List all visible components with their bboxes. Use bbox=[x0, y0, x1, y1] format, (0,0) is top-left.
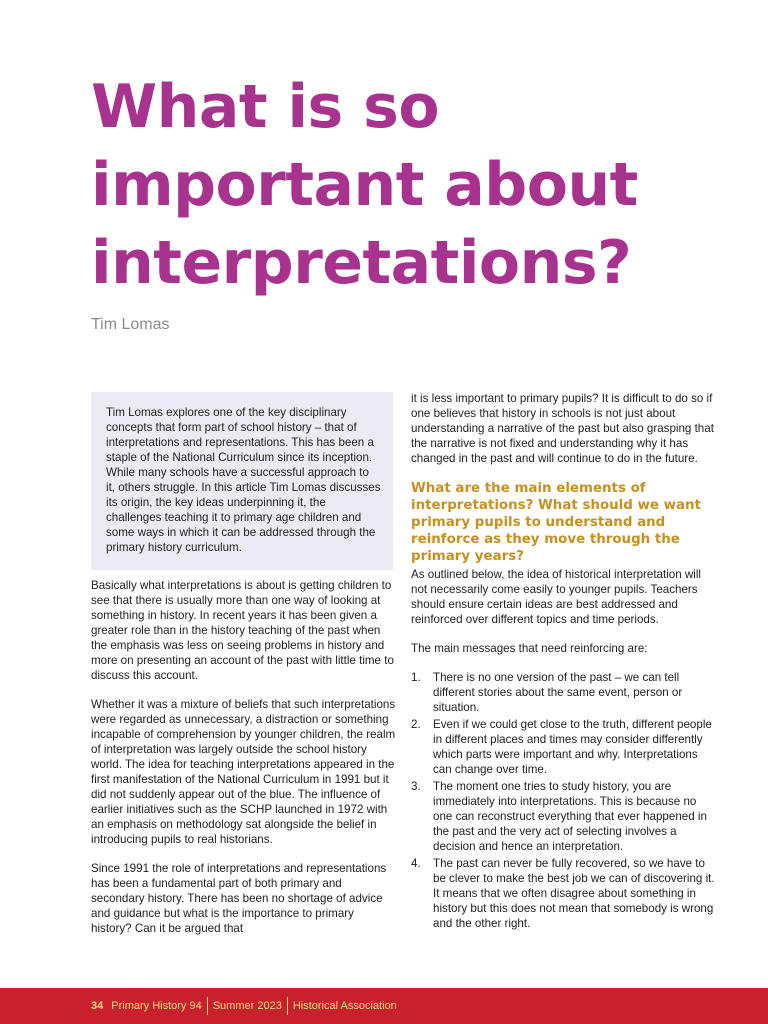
body-paragraph: Whether it was a mixture of beliefs that such interpretations were regarded as unnecessary, a distraction or something incapable of comprehension by younger children, the realm of interpretation was largely outside the school history world. The idea for teaching interpretations appeared in the first manifestation of the National Curriculum in 1991 but it did not suddenly appear out of the blue. The influence of earlier initiatives such as the SCHP launched in 1972 with an emphasis on methodology sat alongside the belief in introducing pupils to real historians. bbox=[91, 698, 396, 846]
issue-label: Summer 2023 bbox=[212, 1000, 282, 1012]
publisher-name: Historical Association bbox=[292, 1000, 397, 1012]
list-item-text: The past can never be fully recovered, so we have to be clever to make the best job we can of discovering it. It means that we often disagree about something in history but this does not mean that somebody is wrong and the other right. bbox=[433, 857, 715, 930]
list-item bbox=[411, 717, 717, 777]
list-item-text: There is no one version of the past – we can tell different stories about the same event, person or situation. bbox=[433, 671, 683, 714]
article-title: What is so important about interpretations? bbox=[91, 72, 638, 298]
list-item bbox=[411, 779, 717, 854]
list-item-text: Even if we could get close to the truth, different people in different places and times may consider differently which parts were important and why. Interpretations can change over time. bbox=[433, 718, 712, 776]
footer-divider bbox=[207, 997, 208, 1015]
list-intro: The main messages that need reinforcing are: bbox=[411, 642, 648, 655]
list-number: 1. bbox=[411, 671, 421, 684]
body-paragraph: Basically what interpretations is about is getting children to see that there is usually more than one way of looking at something in history. In recent years it has been given a greater role than in the history teaching of the past when the emphasis was less on seeing problems in history and more on presenting an account of the past with little time to discuss this account. bbox=[91, 579, 394, 682]
publication-name: Primary History 94 bbox=[111, 1000, 202, 1012]
list-number: 4. bbox=[411, 857, 421, 870]
footer-divider bbox=[287, 997, 288, 1015]
continuation-paragraph: it is less important to primary pupils? It is difficult to do so if one believes that history in schools is not just about understanding a narrative of the past but also grasping that the narrative is not fixed and understanding why it has changed in the past and will continue to do in the future. bbox=[411, 392, 714, 465]
left-column bbox=[91, 578, 396, 950]
list-item bbox=[411, 670, 717, 715]
list-number: 3. bbox=[411, 780, 421, 793]
list-item bbox=[411, 856, 717, 931]
page-footer bbox=[0, 988, 768, 1024]
list-item-text: The moment one tries to study history, you are immediately into interpretations. This is because no one can reconstruct everything that ever happened in the past and the very act of selecting involves a decision and hence an interpretation. bbox=[433, 780, 707, 853]
section-intro: As outlined below, the idea of historical interpretation will not necessarily come easily to younger pupils. Teachers should ensure certain ideas are best addressed and reinforced over different topics and time periods. bbox=[411, 568, 702, 626]
abstract-text: Tim Lomas explores one of the key disciplinary concepts that form part of school history – that of interpretations and representations. This has been a staple of the National Curriculum since its inception. While many schools have a successful approach to it, others struggle. In this article Tim Lomas discusses its origin, the key ideas underpinning it, the challenges teaching it to primary age children and some ways in which it can be addressed through the primary history curriculum. bbox=[106, 406, 381, 554]
right-column bbox=[411, 391, 717, 933]
key-points-list bbox=[411, 670, 717, 931]
footer-content bbox=[91, 997, 397, 1015]
body-paragraph: Since 1991 the role of interpretations and representations has been a fundamental part of both primary and secondary history. There has been no shortage of advice and guidance but what is the importance to primary history? Can it be argued that bbox=[91, 862, 387, 935]
abstract-box bbox=[91, 392, 393, 570]
section-subheading: What are the main elements of interpretations? What should we want primary pupils to understand and reinforce as they move through the primary years? bbox=[411, 481, 701, 564]
list-number: 2. bbox=[411, 718, 421, 731]
article-author: Tim Lomas bbox=[91, 316, 170, 333]
page-number: 34 bbox=[91, 1000, 104, 1012]
